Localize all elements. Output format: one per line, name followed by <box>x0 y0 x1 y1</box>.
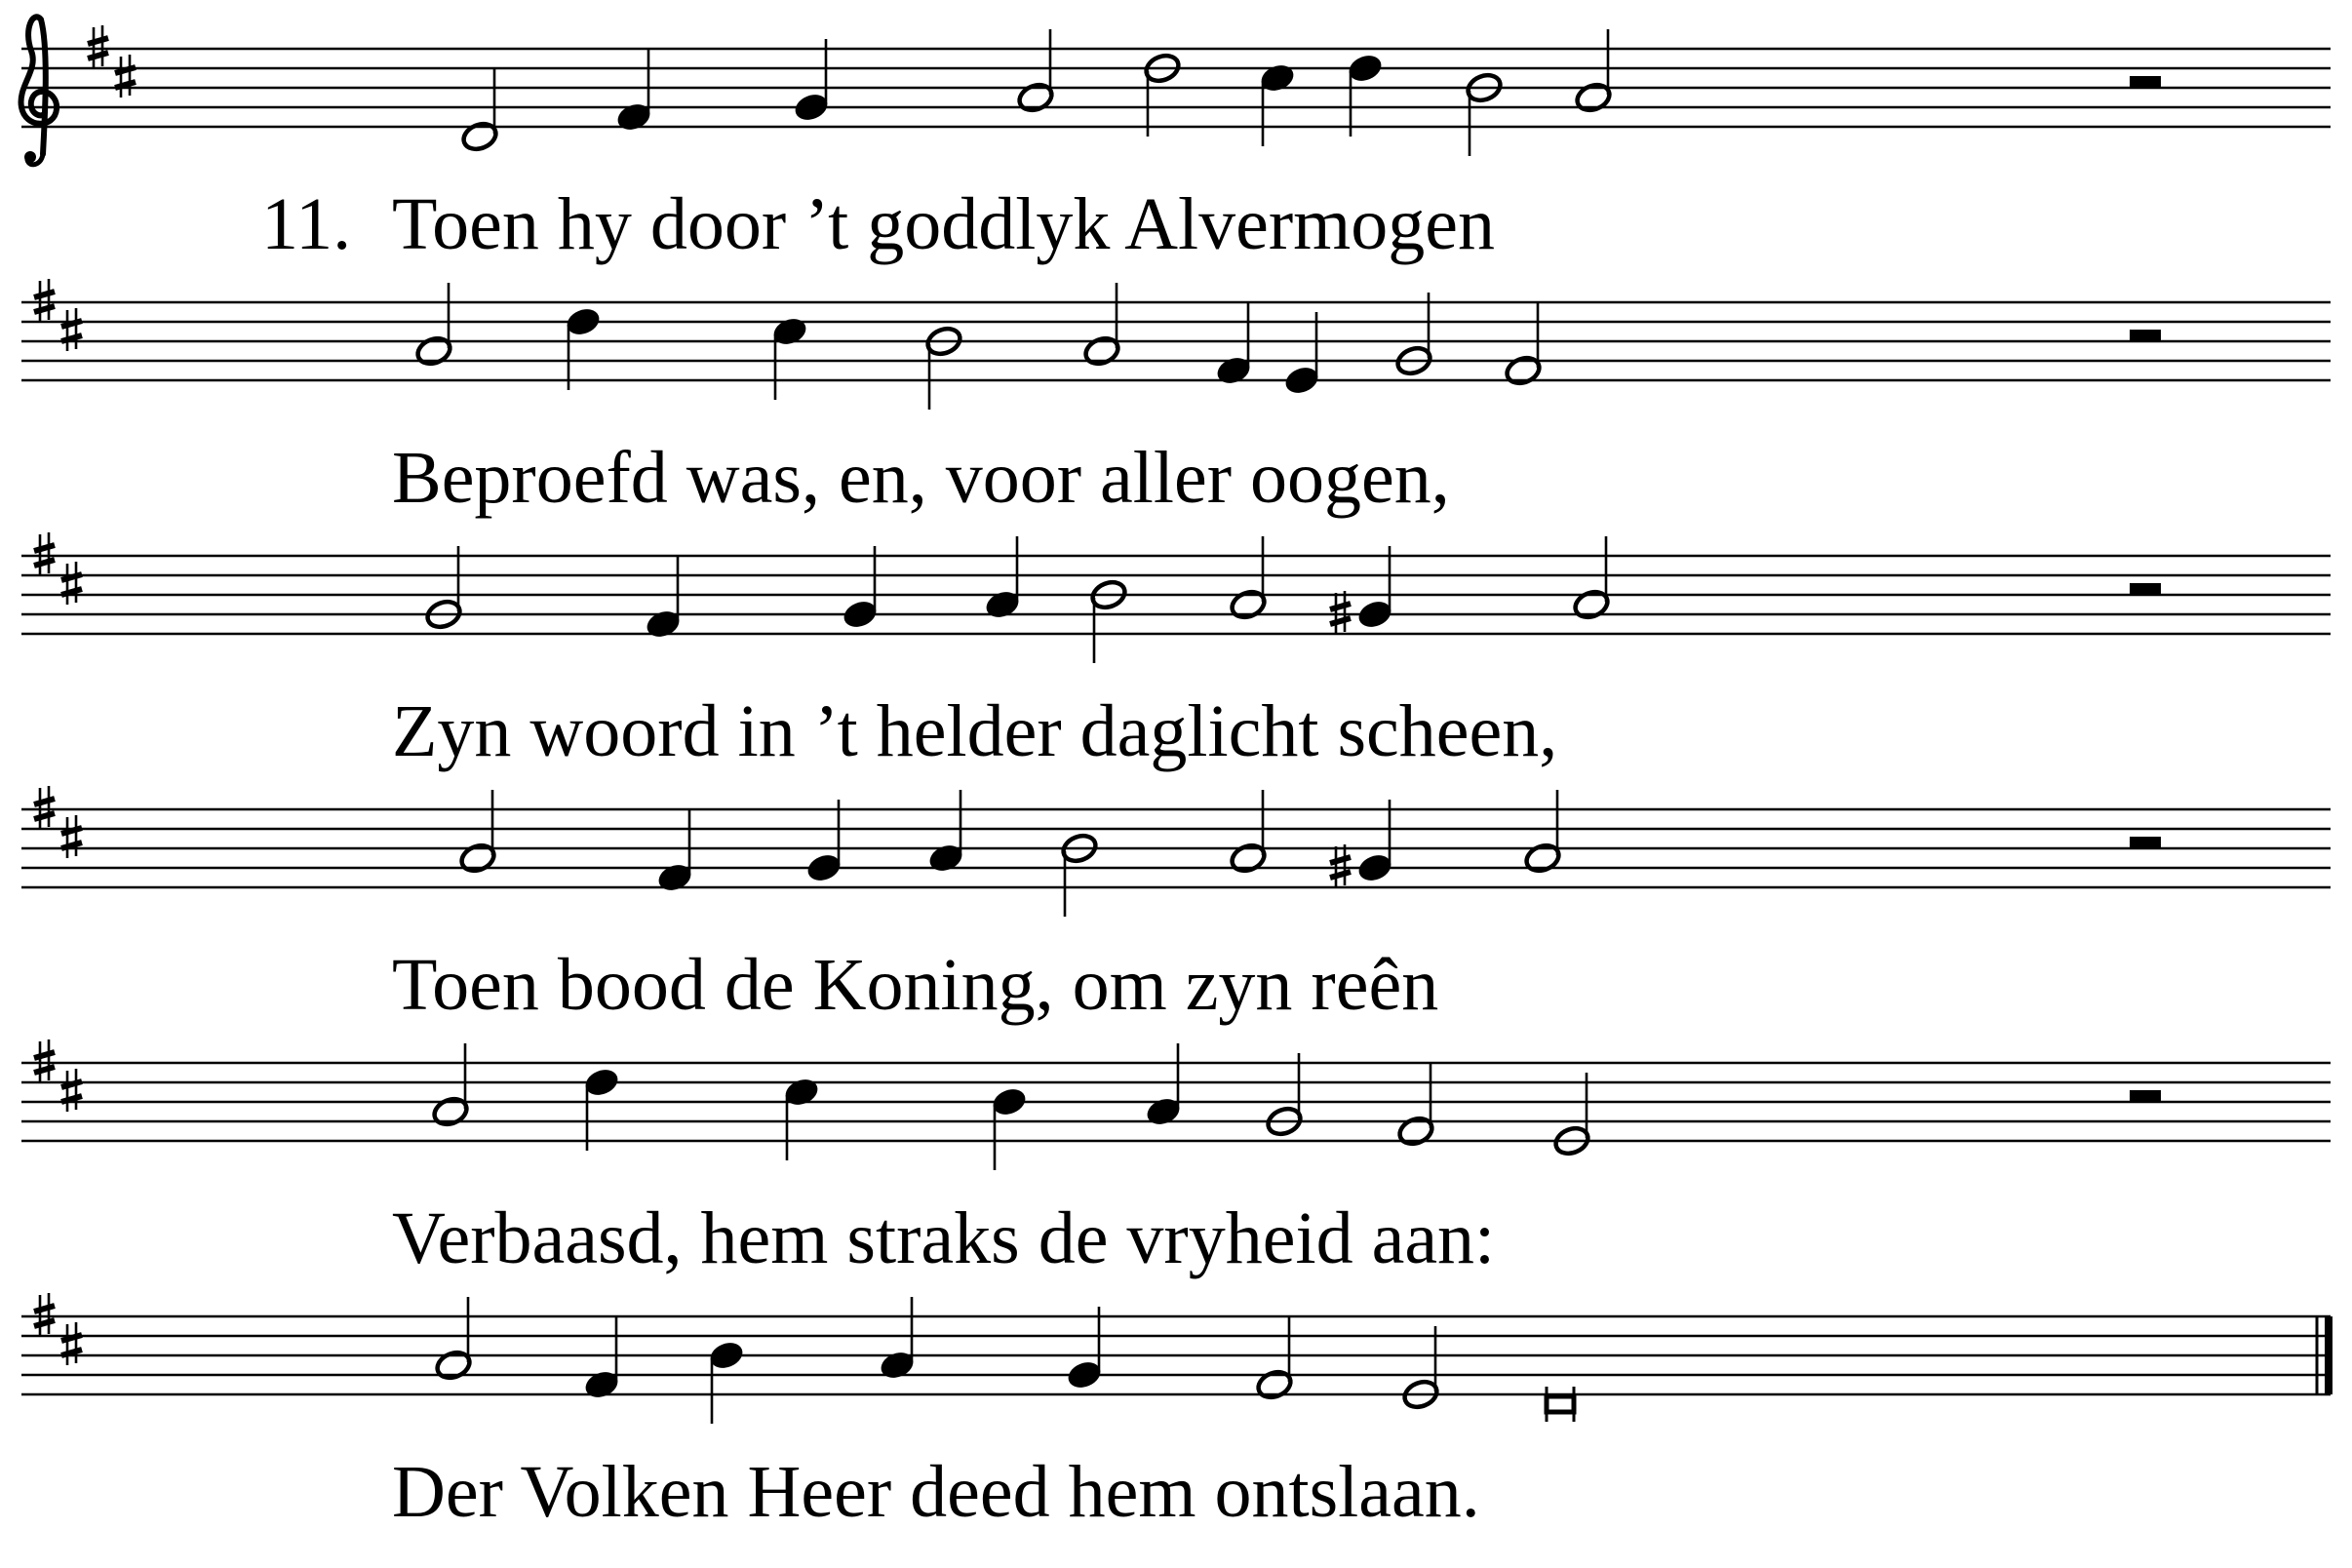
key-signature-sharp-c-icon <box>61 1069 82 1112</box>
note <box>1330 546 1394 634</box>
rest <box>2130 1090 2161 1102</box>
lyric-line: Der Volken Heer deed hem ontslaan. <box>392 1451 1480 1533</box>
note <box>804 800 844 884</box>
note <box>431 1043 471 1128</box>
rest <box>2130 583 2161 595</box>
note <box>460 68 500 153</box>
note <box>990 1085 1030 1170</box>
key-signature-sharp-f-icon <box>34 532 55 575</box>
note <box>1258 61 1298 146</box>
sharp-accidental-icon <box>1330 591 1351 634</box>
note <box>1282 312 1322 397</box>
note <box>878 1297 918 1382</box>
note <box>1574 29 1614 114</box>
key-signature-sharp-c-icon <box>61 308 82 351</box>
note <box>424 546 464 631</box>
note <box>770 315 810 400</box>
note <box>924 325 964 410</box>
note <box>1229 536 1269 621</box>
note <box>1016 29 1056 114</box>
key-signature-sharp-f-icon <box>34 279 55 322</box>
treble-clef-icon <box>21 17 58 164</box>
note <box>582 1316 622 1401</box>
note <box>1089 578 1129 663</box>
note <box>1394 293 1434 377</box>
note <box>1229 790 1269 875</box>
staff-system <box>21 1293 2332 1424</box>
note <box>1504 302 1544 387</box>
note <box>1572 536 1612 621</box>
lyric-line: Toen bood de Koning, om zyn reên <box>392 944 1439 1026</box>
staff-system <box>21 786 2331 917</box>
note <box>1060 832 1100 917</box>
key-signature-sharp-c-icon <box>61 562 82 605</box>
note <box>1330 800 1394 887</box>
lyric-line: Toen hy door ’t goddlyk Alvermogen <box>392 183 1496 265</box>
key-signature-sharp-f-icon <box>34 786 55 829</box>
note <box>582 1066 622 1151</box>
staff-system <box>21 279 2331 410</box>
note <box>644 556 684 641</box>
note <box>1547 1387 1574 1422</box>
rest <box>2130 330 2161 341</box>
staff-system <box>21 532 2331 663</box>
note <box>1552 1073 1592 1157</box>
sharp-accidental-icon <box>1330 844 1351 887</box>
staff-system <box>21 1039 2331 1170</box>
note <box>1214 302 1254 387</box>
lyric-line: Verbaasd, hem straks de vryheid aan: <box>392 1197 1496 1279</box>
key-signature-sharp-f-icon <box>34 1039 55 1082</box>
note <box>434 1297 474 1382</box>
rest <box>2130 76 2161 88</box>
note <box>792 39 832 124</box>
note <box>458 790 498 875</box>
lyric-line: Beproefd was, en, voor aller oogen, <box>392 437 1450 519</box>
note <box>707 1339 747 1424</box>
note <box>1396 1063 1436 1148</box>
key-signature-sharp-c-icon <box>61 1322 82 1365</box>
note <box>782 1076 822 1160</box>
note <box>1523 790 1563 875</box>
key-signature-sharp-c-icon <box>115 55 136 98</box>
note <box>1144 1043 1184 1128</box>
lyric-line: Zyn woord in ’t helder daglicht scheen, <box>392 690 1558 772</box>
note <box>655 809 695 894</box>
note <box>1346 52 1386 137</box>
note <box>841 546 881 631</box>
note <box>414 283 454 368</box>
note <box>1401 1326 1441 1411</box>
note <box>564 305 604 390</box>
note <box>926 790 966 875</box>
note <box>983 536 1023 621</box>
note <box>1255 1316 1295 1401</box>
verse-number: 11. <box>261 183 352 265</box>
key-signature-sharp-f-icon <box>88 25 108 68</box>
note <box>1082 283 1122 368</box>
staff-system <box>21 17 2331 164</box>
note <box>1265 1053 1305 1138</box>
note <box>1143 52 1183 137</box>
rest <box>2130 837 2161 848</box>
key-signature-sharp-f-icon <box>34 1293 55 1336</box>
key-signature-sharp-c-icon <box>61 815 82 858</box>
note <box>1465 71 1505 156</box>
note <box>1065 1307 1105 1392</box>
note <box>614 49 654 134</box>
